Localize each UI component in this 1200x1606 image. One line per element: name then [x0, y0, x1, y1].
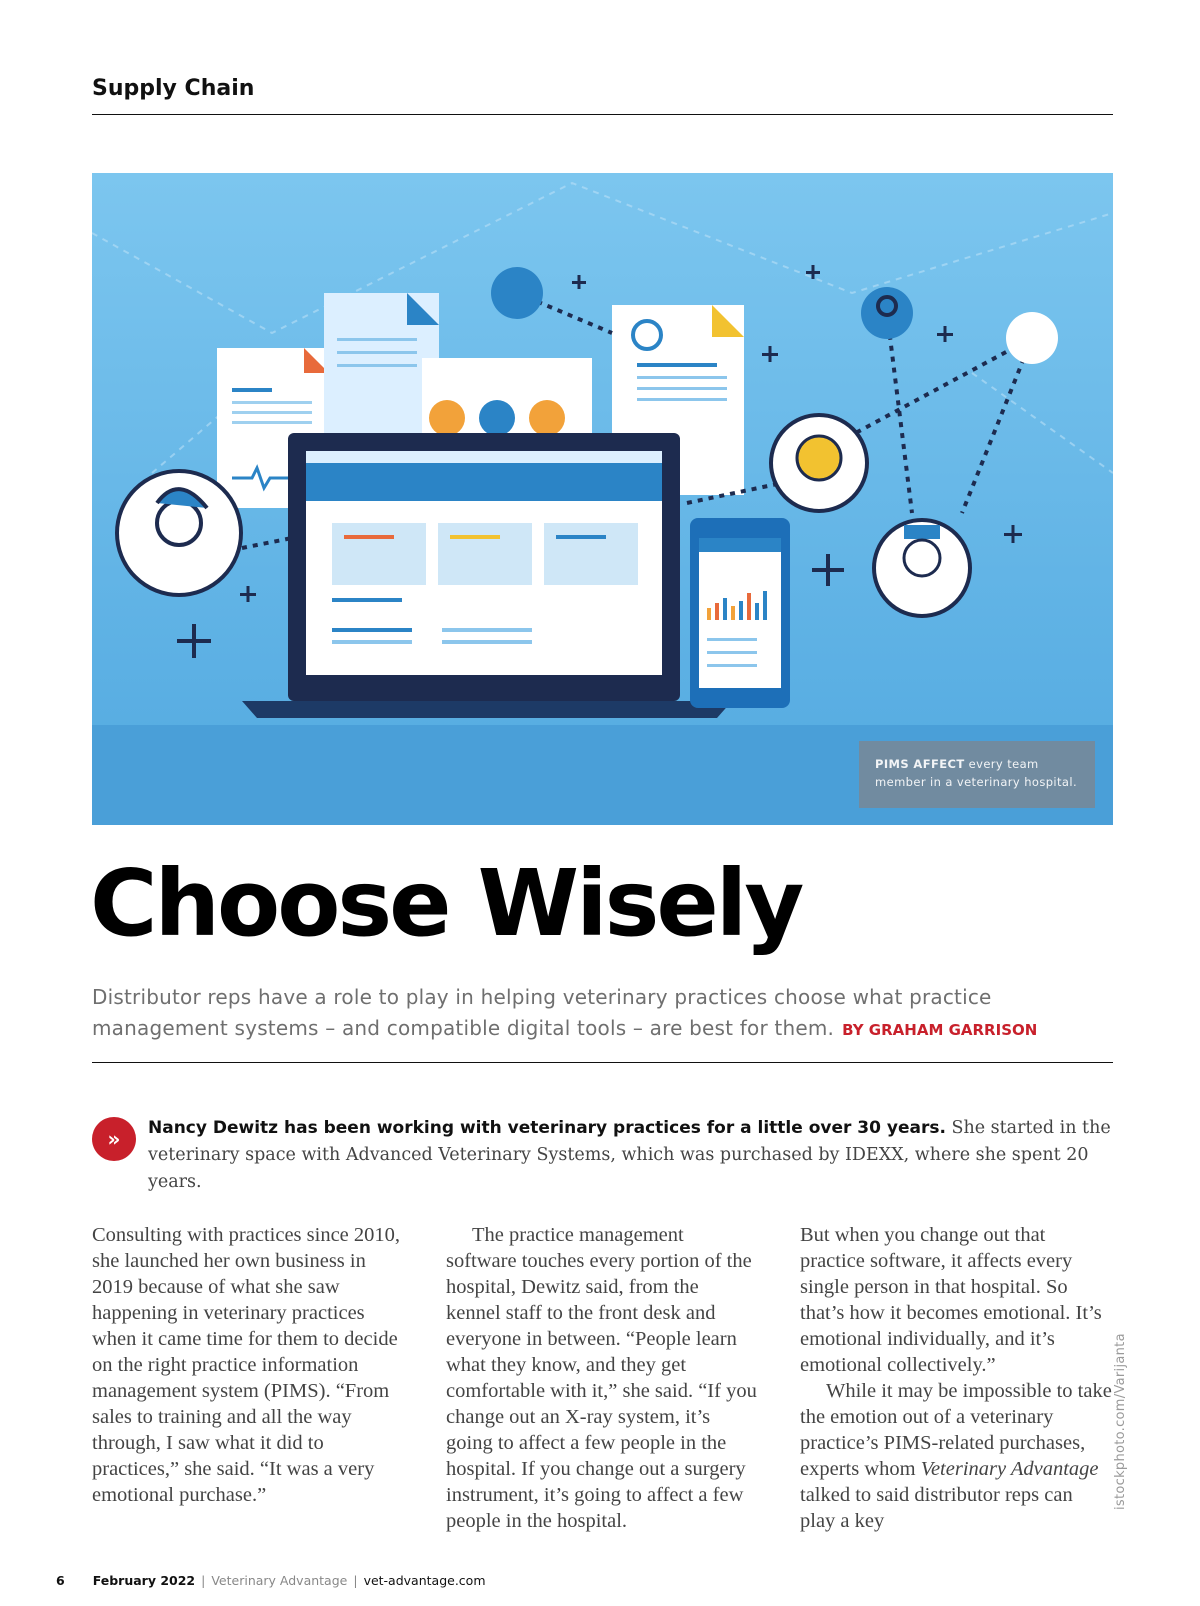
website-url: vet-advantage.com — [363, 1573, 486, 1588]
lead-bold: Nancy Dewitz has been working with veterinary practices for a little over 30 years. — [148, 1118, 946, 1138]
caption-text: every team member in a veterinary hospital. — [875, 757, 1078, 789]
lead-rest: She started in the veterinary space with Advanced Veterinary Systems, which was purchased by IDEXX, where she spent 20 years. — [148, 1118, 1111, 1192]
deck-text: Distributor reps have a role to play in helping veterinary practices choose what practice management systems – and compatible digital tools – are best for them. — [92, 985, 992, 1040]
body-paragraph: Consulting with practices since 2010, she launched her own business in 2019 because of what she saw happening in veterinary practices when it came time for them to decide on the right practice information management system (PIMS). “From sales to training and all the way through, I saw what it did to practices,” she said. “It was a very emotional purchase.” — [92, 1224, 401, 1506]
lead-text — [148, 1115, 1113, 1196]
publication-name: Veterinary Advantage — [920, 1458, 1099, 1480]
person-avatar-left — [117, 471, 241, 595]
body-column-1 — [92, 1222, 404, 1508]
laptop-screen — [242, 433, 732, 718]
page-number: 6 — [56, 1573, 65, 1588]
body-text: talked to said distributor reps can play a key — [800, 1484, 1073, 1532]
phone-screen — [690, 518, 790, 708]
fast-forward-icon: » — [92, 1117, 136, 1161]
image-caption — [859, 741, 1095, 808]
body-column-2 — [446, 1222, 758, 1534]
header-divider — [92, 1062, 1113, 1063]
body-column-3 — [800, 1222, 1112, 1534]
issue-date: February 2022 — [92, 1573, 196, 1588]
hero-illustration — [92, 173, 1113, 825]
headline: Choose Wisely — [90, 850, 802, 957]
caption-bold: PIMS AFFECT — [875, 757, 965, 771]
page-footer — [56, 1573, 486, 1588]
publication-name: Veterinary Advantage — [211, 1573, 348, 1588]
deck — [92, 982, 1122, 1046]
footer-separator: | — [201, 1573, 206, 1588]
section-label: Supply Chain — [92, 76, 255, 101]
body-paragraph — [800, 1378, 1112, 1534]
footer-separator: | — [353, 1573, 358, 1588]
top-divider — [92, 114, 1113, 115]
byline: BY GRAHAM GARRISON — [842, 1021, 1038, 1039]
body-text: While it may be impossible to take the emotion out of a veterinary practice’s PIMS-related purchases, experts whom — [800, 1380, 1112, 1480]
body-paragraph: But when you change out that practice software, it affects every single person in that hospital. So that’s how it becomes emotional. It’s emotional individually, and it’s emotional collectively.” — [800, 1224, 1102, 1376]
person-avatar-woman — [771, 415, 867, 511]
photo-credit: istockphoto.com/Varijanta — [1113, 1333, 1128, 1510]
body-paragraph: The practice management software touches every portion of the hospital, Dewitz said, from the kennel staff to the front desk and everyone in between. “People learn what they know, and they get comfortable with it,” she said. “If you change out an X-ray system, it’s going to affect a few people in the hospital. If you change out a surgery instrument, it’s going to affect a few people in the hospital. — [446, 1224, 757, 1532]
person-avatar-man — [874, 520, 970, 616]
